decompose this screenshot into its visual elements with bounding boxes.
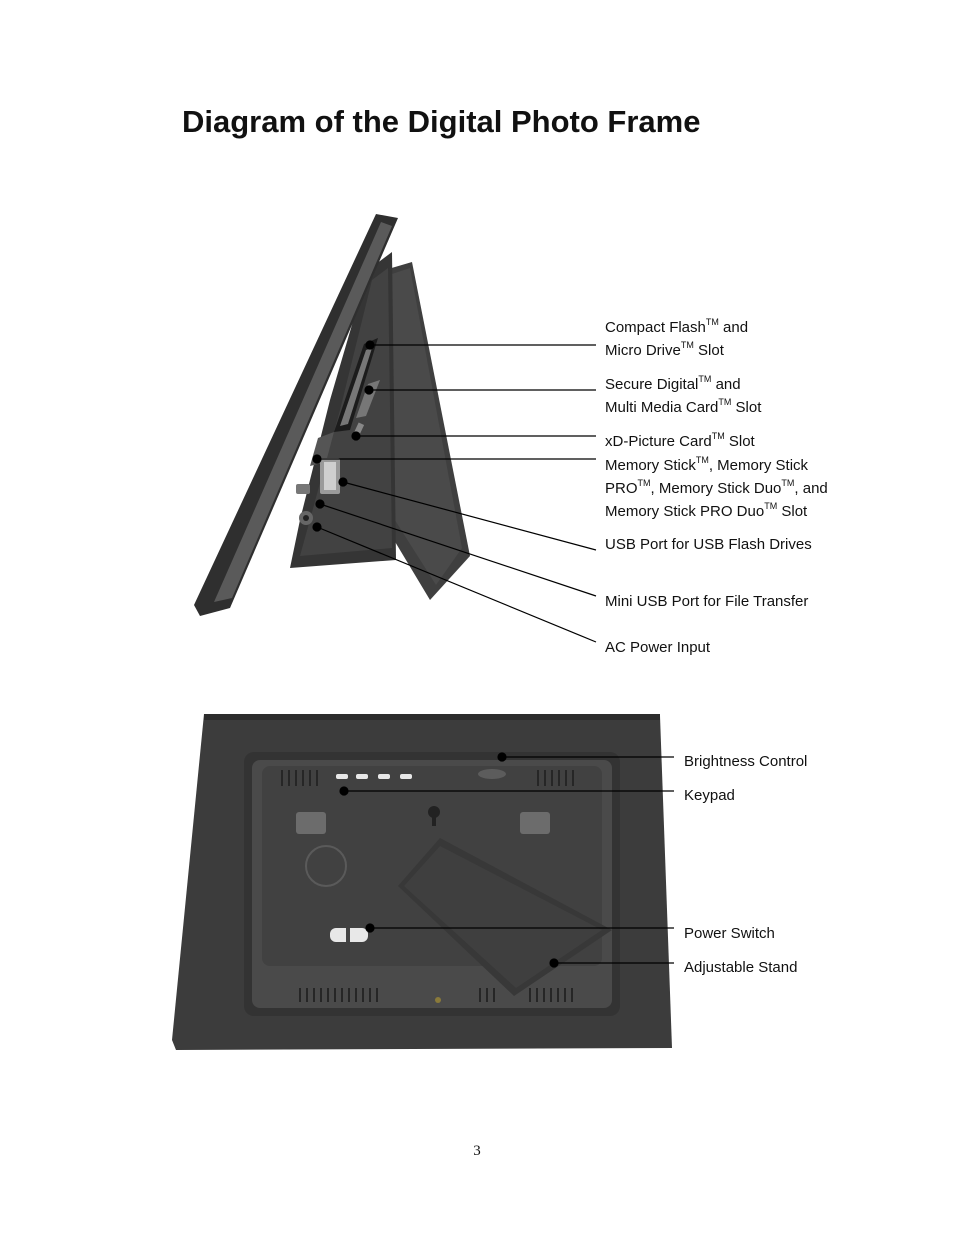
label-brightness-control: Brightness Control xyxy=(684,753,808,770)
label-usb-port: USB Port for USB Flash Drives xyxy=(605,536,812,553)
label-secure-digital-slot: Secure Digital™ and Multi Media Card™ Slot xyxy=(605,374,762,416)
label-memory-stick-slot: Memory Stick™, Memory Stick PRO™, Memory Stick Duo™, and Memory Stick PRO Duo™ Slot xyxy=(605,455,828,520)
side-view-illustration xyxy=(194,214,596,642)
page-number: 3 xyxy=(473,1143,481,1159)
label-xd-picture-slot: xD-Picture Card™ Slot xyxy=(605,431,755,450)
label-ac-power-input: AC Power Input xyxy=(605,639,711,656)
label-adjustable-stand: Adjustable Stand xyxy=(684,959,798,976)
label-power-switch: Power Switch xyxy=(684,925,775,942)
label-compact-flash-slot: Compact Flash™ and Micro Drive™ Slot xyxy=(605,317,749,359)
label-mini-usb-port: Mini USB Port for File Transfer xyxy=(605,593,809,610)
back-view-illustration xyxy=(172,714,674,1050)
label-keypad: Keypad xyxy=(684,787,735,804)
page-title: Diagram of the Digital Photo Frame xyxy=(182,104,701,139)
